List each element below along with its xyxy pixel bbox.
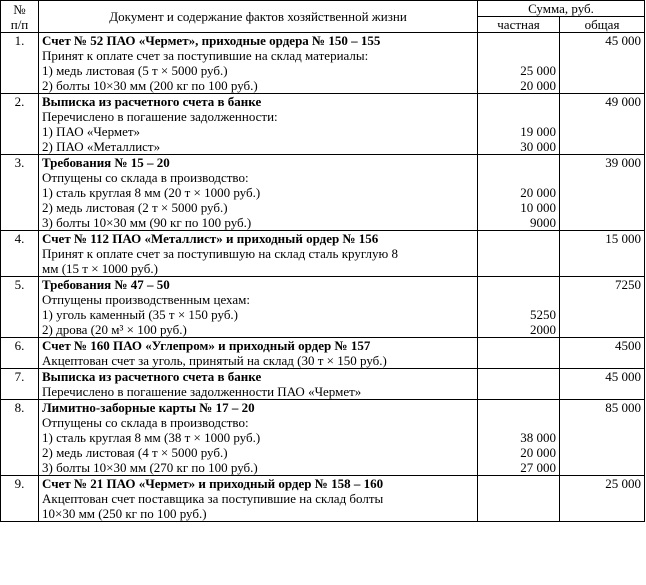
row-number: 8. bbox=[1, 400, 39, 476]
document-title: Лимитно-заборные карты № 17 – 20 bbox=[42, 400, 255, 415]
row-number: 3. bbox=[1, 155, 39, 231]
document-line: 1) сталь круглая 8 мм (20 т × 1000 руб.) bbox=[42, 185, 261, 200]
row-total-amount: 45 000 bbox=[560, 369, 645, 400]
document-line: Отпущены со склада в производство: bbox=[42, 170, 249, 185]
partial-amount: 19 000 bbox=[520, 124, 556, 139]
header-row bbox=[1, 1, 645, 17]
partial-amount: 2000 bbox=[530, 322, 556, 337]
row-partial-amounts bbox=[478, 400, 560, 476]
partial-amount: 20 000 bbox=[520, 78, 556, 93]
document-title: Счет № 112 ПАО «Металлист» и приходный ордер № 156 bbox=[42, 231, 379, 246]
partial-amount: 30 000 bbox=[520, 139, 556, 154]
partial-amount: 9000 bbox=[530, 215, 556, 230]
partial-amount: 10 000 bbox=[520, 200, 556, 215]
row-partial-amounts bbox=[478, 369, 560, 400]
table-row bbox=[1, 277, 645, 338]
row-partial-amounts bbox=[478, 277, 560, 338]
table-row bbox=[1, 400, 645, 476]
document-line: 2) ПАО «Металлист» bbox=[42, 139, 161, 154]
row-partial-amounts bbox=[478, 231, 560, 277]
row-partial-amounts bbox=[478, 476, 560, 522]
document-line: Принят к оплате счет за поступившую на склад сталь круглую 8 bbox=[42, 246, 398, 261]
partial-spacer bbox=[481, 155, 556, 170]
row-document bbox=[39, 338, 478, 369]
document-line: Отпущены со склада в производство: bbox=[42, 415, 249, 430]
header-partial: частная bbox=[478, 17, 560, 33]
header-document: Документ и содержание фактов хозяйственной жизни bbox=[39, 1, 478, 33]
document-title: Требования № 47 – 50 bbox=[42, 277, 170, 292]
partial-amount bbox=[481, 415, 556, 430]
document-title: Выписка из расчетного счета в банке bbox=[42, 369, 262, 384]
row-partial-amounts bbox=[478, 155, 560, 231]
header-num-line2: п/п bbox=[10, 16, 29, 32]
partial-spacer bbox=[481, 369, 556, 384]
row-number: 1. bbox=[1, 33, 39, 94]
row-partial-amounts bbox=[478, 94, 560, 155]
partial-amount: 20 000 bbox=[520, 185, 556, 200]
row-total-amount: 49 000 bbox=[560, 94, 645, 155]
row-total-amount: 15 000 bbox=[560, 231, 645, 277]
row-document bbox=[39, 277, 478, 338]
table-row bbox=[1, 476, 645, 522]
document-line: 10×30 мм (250 кг по 100 руб.) bbox=[42, 506, 207, 521]
row-partial-amounts bbox=[478, 338, 560, 369]
document-title: Счет № 21 ПАО «Чермет» и приходный ордер № 158 – 160 bbox=[42, 476, 384, 491]
row-document bbox=[39, 94, 478, 155]
row-total-amount: 85 000 bbox=[560, 400, 645, 476]
partial-amount bbox=[481, 292, 556, 307]
row-number: 6. bbox=[1, 338, 39, 369]
document-line: Перечислено в погашение задолженности ПАО «Чермет» bbox=[42, 384, 362, 399]
document-line: 2) медь листовая (4 т × 5000 руб.) bbox=[42, 445, 228, 460]
row-number: 7. bbox=[1, 369, 39, 400]
row-document bbox=[39, 400, 478, 476]
partial-spacer bbox=[481, 476, 556, 491]
table-row bbox=[1, 369, 645, 400]
row-partial-amounts bbox=[478, 33, 560, 94]
table-row bbox=[1, 94, 645, 155]
document-line: 3) болты 10×30 мм (90 кг по 100 руб.) bbox=[42, 215, 252, 230]
row-number: 4. bbox=[1, 231, 39, 277]
partial-amount bbox=[481, 170, 556, 185]
partial-spacer bbox=[481, 231, 556, 246]
partial-spacer bbox=[481, 277, 556, 292]
document-line: 2) болты 10×30 мм (200 кг по 100 руб.) bbox=[42, 78, 258, 93]
partial-spacer bbox=[481, 400, 556, 415]
partial-amount: 25 000 bbox=[520, 63, 556, 78]
document-line: Акцептован счет поставщика за поступившие на склад болты bbox=[42, 491, 384, 506]
document-line: 1) сталь круглая 8 мм (38 т × 1000 руб.) bbox=[42, 430, 261, 445]
partial-amount: 27 000 bbox=[520, 460, 556, 475]
document-line: 1) уголь каменный (35 т × 150 руб.) bbox=[42, 307, 239, 322]
row-total-amount: 39 000 bbox=[560, 155, 645, 231]
row-total-amount: 7250 bbox=[560, 277, 645, 338]
partial-spacer bbox=[481, 338, 556, 353]
document-line: 2) медь листовая (2 т × 5000 руб.) bbox=[42, 200, 228, 215]
header-sum: Сумма, руб. bbox=[478, 1, 645, 17]
row-total-amount: 4500 bbox=[560, 338, 645, 369]
document-title: Выписка из расчетного счета в банке bbox=[42, 94, 262, 109]
document-line: 3) болты 10×30 мм (270 кг по 100 руб.) bbox=[42, 460, 258, 475]
ledger-body bbox=[1, 33, 645, 522]
document-line: Отпущены производственным цехам: bbox=[42, 292, 250, 307]
partial-amount: 20 000 bbox=[520, 445, 556, 460]
document-line: Перечислено в погашение задолженности: bbox=[42, 109, 278, 124]
document-line: мм (15 т × 1000 руб.) bbox=[42, 261, 158, 276]
header-total: общая bbox=[560, 17, 645, 33]
row-document bbox=[39, 231, 478, 277]
row-document bbox=[39, 369, 478, 400]
partial-spacer bbox=[481, 33, 556, 48]
row-number: 5. bbox=[1, 277, 39, 338]
row-document bbox=[39, 155, 478, 231]
document-line: Акцептован счет за уголь, принятый на склад (30 т × 150 руб.) bbox=[42, 353, 387, 368]
row-number: 2. bbox=[1, 94, 39, 155]
document-line: 1) ПАО «Чермет» bbox=[42, 124, 141, 139]
document-line: 2) дрова (20 м³ × 100 руб.) bbox=[42, 322, 187, 337]
partial-amount: 38 000 bbox=[520, 430, 556, 445]
row-document bbox=[39, 476, 478, 522]
table-row bbox=[1, 155, 645, 231]
partial-amount bbox=[481, 109, 556, 124]
document-title: Счет № 52 ПАО «Чермет», приходные ордера № 150 – 155 bbox=[42, 33, 381, 48]
document-title: Требования № 15 – 20 bbox=[42, 155, 170, 170]
header-num bbox=[1, 1, 39, 33]
row-total-amount: 45 000 bbox=[560, 33, 645, 94]
table-row bbox=[1, 231, 645, 277]
partial-amount bbox=[481, 48, 556, 63]
row-total-amount: 25 000 bbox=[560, 476, 645, 522]
row-number: 9. bbox=[1, 476, 39, 522]
document-line: 1) медь листовая (5 т × 5000 руб.) bbox=[42, 63, 228, 78]
partial-spacer bbox=[481, 94, 556, 109]
partial-amount: 5250 bbox=[530, 307, 556, 322]
document-title: Счет № 160 ПАО «Углепром» и приходный ордер № 157 bbox=[42, 338, 371, 353]
table-row bbox=[1, 338, 645, 369]
row-document bbox=[39, 33, 478, 94]
table-row bbox=[1, 33, 645, 94]
header-num-line1: № bbox=[13, 1, 26, 17]
document-line: Принят к оплате счет за поступившие на склад материалы: bbox=[42, 48, 369, 63]
